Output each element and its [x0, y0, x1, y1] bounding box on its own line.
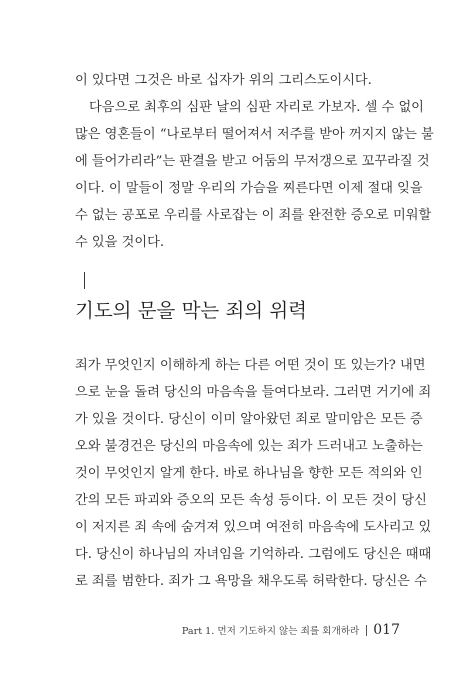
text-line: 수 없는 공포로 우리를 사로잡는 이 죄를 완전한 증오로 미워할: [75, 208, 432, 223]
text-line: 오와 불경건은 당신의 마음속에 있는 죄가 드러내고 노출하는: [75, 439, 423, 454]
text-line: 것이 무엇인지 알게 한다. 바로 하나님을 향한 모든 적의와 인: [75, 466, 423, 481]
text-line: 다음으로 최후의 심판 날의 심판 자리로 가보자. 셀 수 없이: [89, 100, 424, 115]
text-line: 다. 당신이 하나님의 자녀임을 기억하라. 그럼에도 당신은 때때: [75, 547, 432, 562]
section-marker: [84, 272, 85, 289]
text-line: 죄가 무엇인지 이해하게 하는 다른 어떤 것이 또 있는가? 내면: [75, 358, 426, 373]
text-line: 으로 눈을 돌려 당신의 마음속을 들여다보라. 그러면 거기에 죄: [75, 385, 432, 400]
page-footer: [180, 618, 400, 642]
running-footer-title: Part 1. 먼저 기도하지 않는 죄를 회개하라: [181, 626, 360, 637]
text-line: 가 있을 것이다. 당신이 이미 알아왔던 죄로 말미암은 모든 증: [75, 412, 423, 427]
page-number: 017: [373, 622, 400, 638]
text-line: 이다. 이 말들이 정말 우리의 가슴을 찌른다면 이제 절대 잊을: [75, 181, 423, 196]
text-line: 수 있을 것이다.: [75, 235, 165, 250]
text-line: 이 저지른 죄 속에 숨겨져 있으며 여전히 마음속에 도사리고 있: [75, 520, 432, 535]
text-line: 에 들어가리라”는 판결을 받고 어둠의 무저갱으로 꼬꾸라질 것: [75, 154, 430, 169]
text-line: 로 죄를 범한다. 죄가 그 욕망을 채우도록 허락한다. 당신은 수: [75, 574, 427, 589]
text-line: 많은 영혼들이 “나로부터 떨어져서 저주를 받아 꺼지지 않는 불: [75, 127, 434, 142]
section-heading: 기도의 문을 막는 죄의 위력: [75, 299, 308, 322]
text-line: 간의 모든 파괴와 증오의 모든 속성 등이다. 이 모든 것이 당신: [75, 493, 427, 508]
text-line: 이 있다면 그것은 바로 십자가 위의 그리스도이시다.: [75, 73, 372, 88]
footer-divider: [366, 625, 367, 636]
